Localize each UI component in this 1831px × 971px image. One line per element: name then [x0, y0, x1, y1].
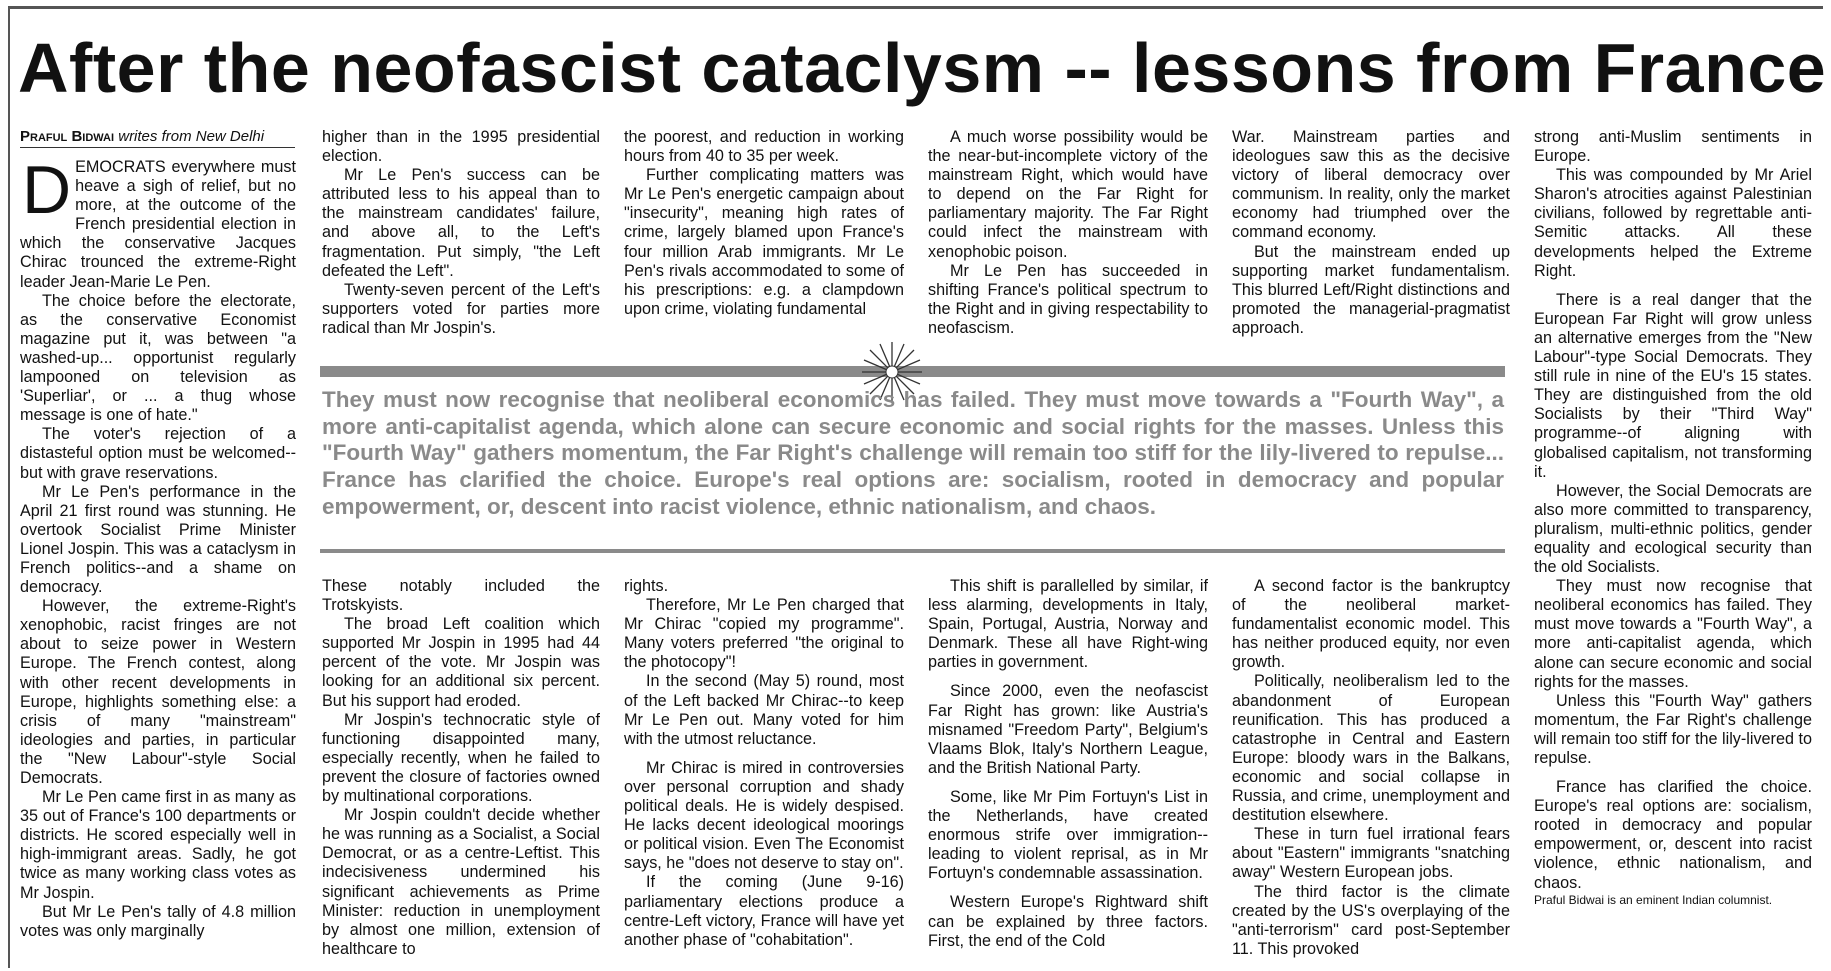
- paragraph: If the coming (June 9-16) parliamentary elections produce a centre-Left victory, France will have yet another phase of "cohabitation".: [624, 873, 904, 949]
- paragraph: In the second (May 5) round, most of the Left backed Mr Chirac--to keep Mr Le Pen out. Many voted for him with the utmost reluctance.: [624, 672, 904, 748]
- left-rule: [8, 6, 10, 968]
- paragraph: They must now recognise that neoliberal economics has failed. They must move towards a "Fourth Way", a more anti-capitalist agenda, which alone can secure economic and social rights for the masses.: [1534, 577, 1812, 691]
- paragraph: Twenty-seven percent of the Left's supporters voted for parties more radical than Mr Jospin's.: [322, 280, 600, 337]
- paragraph: Further complicating matters was Mr Le Pen's energetic campaign about "insecurity", meaning high rates of crime, largely blamed upon France's four million Arab immigrants. Mr Le Pen's rivals accommodated to some of his prescriptions: e.g. a clampdown upon crime, violating fundamental: [624, 166, 904, 318]
- paragraph: A second factor is the bankruptcy of the neoliberal market-fundamentalist economic model. This has neither produced equity, nor even growth.: [1232, 577, 1510, 672]
- paragraph: However, the Social Democrats are also more committed to transparency, pluralism, multi-ethnic politics, gender equality and ecological security than the old Socialists.: [1534, 481, 1812, 577]
- pull-quote: They must now recognise that neoliberal economics has failed. They must move towards a "Fourth Way", a more anti-capitalist agenda, which alone can secure economic and social rights for the masses. Unless this "Fourth Way" gathers momentum, the Far Right's challenge will remain too stiff for the lily-livered to repulse... France has clarified the choice. Europe's real options are: socialism, rooted in democracy and popular empowerment, or, descent into racist violence, ethnic nationalism, and chaos.: [322, 387, 1504, 519]
- paragraph: This was compounded by Mr Ariel Sharon's atrocities against Palestinian civilians, followed by regrettable anti-Semitic attacks. All these developments helped the Extreme Right.: [1534, 166, 1812, 280]
- paragraph: Mr Le Pen has succeeded in shifting France's political spectrum to the Right and in giving respectability to neofascism.: [928, 261, 1208, 337]
- paragraph: strong anti-Muslim sentiments in Europe.: [1534, 128, 1812, 166]
- drop-cap: D: [22, 152, 72, 228]
- paragraph: Mr Chirac is mired in controversies over personal corruption and shady political deals. He is widely despised. He lacks decent ideological moorings or political vision. Even The Economist says, he "does not deserve to stay on".: [624, 758, 904, 873]
- paragraph: War. Mainstream parties and ideologues saw this as the decisive victory of liberal democracy over communism. In reality, only the market economy had triumphed over the command economy.: [1232, 128, 1510, 242]
- paragraph: the poorest, and reduction in working hours from 40 to 35 per week.: [624, 128, 904, 166]
- paragraph: Mr Jospin couldn't decide whether he was running as a Socialist, a Social Democrat, or as a centre-Leftist. This indecisiveness undermined his significant achievements as Prime Minister: reduction in unemployment by almost one million, extension of healthcare to: [322, 806, 600, 958]
- lead-text: EMOCRATS everywhere must heave a sigh of relief, but no more, at the outcome of the French presidential election in which the conservative Jacques Chirac trounced the extreme-Right leader Jean-Marie Le Pen.: [20, 158, 296, 291]
- paragraph: A much worse possibility would be the near-but-incomplete victory of the mainstream Right, which would have to depend on the Far Right for parliamentary majority. The Far Right could infect the mainstream with xenophobic poison.: [928, 128, 1208, 261]
- paragraph: The broad Left coalition which supported Mr Jospin in 1995 had 44 percent of the vote. Mr Jospin was looking for an additional six percent. But his support had eroded.: [322, 615, 600, 710]
- column-3-bottom: [624, 577, 904, 971]
- paragraph: rights.: [624, 577, 669, 595]
- byline-location: writes from New Delhi: [118, 128, 265, 145]
- byline: [20, 128, 295, 148]
- paragraph: The voter's rejection of a distasteful option must be welcomed--but with grave reservations.: [20, 425, 296, 482]
- column-4-bottom: [928, 577, 1208, 971]
- headline: After the neofascist cataclysm -- lessons from France: [18, 29, 1827, 107]
- pull-quote-bottom-bar: [320, 549, 1505, 553]
- top-rule: [8, 6, 1823, 9]
- author-credit: Praful Bidwai is an eminent Indian columnist.: [1534, 892, 1773, 907]
- column-4-top: [928, 128, 1208, 358]
- paragraph: This shift is parallelled by similar, if less alarming, developments in Italy, Spain, Portugal, Austria, Norway and Denmark. These all have Right-wing parties in government.: [928, 577, 1208, 672]
- paragraph: Mr Le Pen's success can be attributed less to his appeal than to the mainstream candidates' failure, and above all, to the Left's fragmentation. Put simply, "the Left defeated the Left".: [322, 166, 600, 280]
- column-2-bottom: [322, 577, 600, 971]
- paragraph: But Mr Le Pen's tally of 4.8 million votes was only marginally: [20, 902, 296, 940]
- paragraph: France has clarified the choice. Europe's real options are: socialism, rooted in democracy and popular empowerment, or, descent into racist violence, ethnic nationalism, and chaos.: [1534, 778, 1812, 892]
- column-3-top: [624, 128, 904, 358]
- paragraph: Mr Le Pen came first in as many as 35 out of France's 100 departments or districts. He scored especially well in high-immigrant areas. Sadly, he got twice as many working class votes as Mr Jospin.: [20, 788, 296, 902]
- paragraph: Mr Le Pen's performance in the April 21 first round was stunning. He overtook Socialist Prime Minister Lionel Jospin. This was a cataclysm in French politics--and a shame on democracy.: [20, 482, 296, 597]
- lead-paragraph: [20, 152, 296, 292]
- paragraph: The choice before the electorate, as the conservative Economist magazine put it, was between "a washed-up... opportunist regularly lampooned on television as 'Superliar', or ... a thug whose message is one of hate.": [20, 291, 296, 425]
- paragraph: Therefore, Mr Le Pen charged that Mr Chirac "copied my programme". Many voters preferred "the original to the photocopy"!: [624, 596, 904, 672]
- column-1: [20, 128, 296, 971]
- paragraph: But the mainstream ended up supporting market fundamentalism. This blurred Left/Right distinctions and promoted the managerial-pragmatist approach.: [1232, 242, 1510, 337]
- byline-name: Praful Bidwai: [20, 128, 115, 145]
- pull-quote-box: [320, 366, 1505, 553]
- column-2-top: [322, 128, 600, 358]
- paragraph: Since 2000, even the neofascist Far Right has grown: like Austria's misnamed "Freedom Party", Belgium's Vlaams Blok, Italy's Northern League, and the British National Party.: [928, 682, 1208, 777]
- column-6: [1534, 128, 1812, 971]
- paragraph: Western Europe's Rightward shift can be explained by three factors. First, the end of the Cold: [928, 893, 1208, 950]
- paragraph: Some, like Mr Pim Fortuyn's List in the Netherlands, have created enormous strife over immigration--leading to violent reprisal, as in Mr Fortuyn's condemnable assassination.: [928, 787, 1208, 883]
- column-5-top: [1232, 128, 1510, 358]
- paragraph: However, the extreme-Right's xenophobic, racist fringes are not about to seize power in Western Europe. The French contest, along with other recent developments in Europe, highlights something else: a crisis of many "mainstream" ideologies and parties, in particular the "New Labour"-style Social Democrats.: [20, 597, 296, 787]
- column-5-bottom: [1232, 577, 1510, 971]
- paragraph: Politically, neoliberalism led to the abandonment of European reunification. This has produced a catastrophe in Central and Eastern Europe: bloody wars in the Balkans, economic and social collapse in Russia, and crime, unemployment and destitution elsewhere.: [1232, 672, 1510, 825]
- paragraph: The third factor is the climate created by the US's overplaying of the "anti-terrorism" card post-September 11. This provoked: [1232, 882, 1510, 958]
- paragraph: Mr Jospin's technocratic style of functioning disappointed many, especially recently, when he failed to prevent the closure of factories owned by multinational corporations.: [322, 710, 600, 806]
- paragraph: There is a real danger that the European Far Right will grow unless an alternative emerges from the "New Labour"-type Social Democrats. They still rule in nine of the EU's 15 states. They are distinguished from the old Socialists by their "Third Way" programme--of aligning with globalised capitalism, not transforming it.: [1534, 290, 1812, 481]
- paragraph: These in turn fuel irrational fears about "Eastern" immigrants "snatching away" Western European jobs.: [1232, 825, 1510, 882]
- paragraph: Unless this "Fourth Way" gathers momentum, the Far Right's challenge will remain too stiff for the lily-livered to repulse.: [1534, 691, 1812, 767]
- paragraph: These notably included the Trotskyists.: [322, 577, 600, 615]
- paragraph: higher than in the 1995 presidential election.: [322, 128, 600, 166]
